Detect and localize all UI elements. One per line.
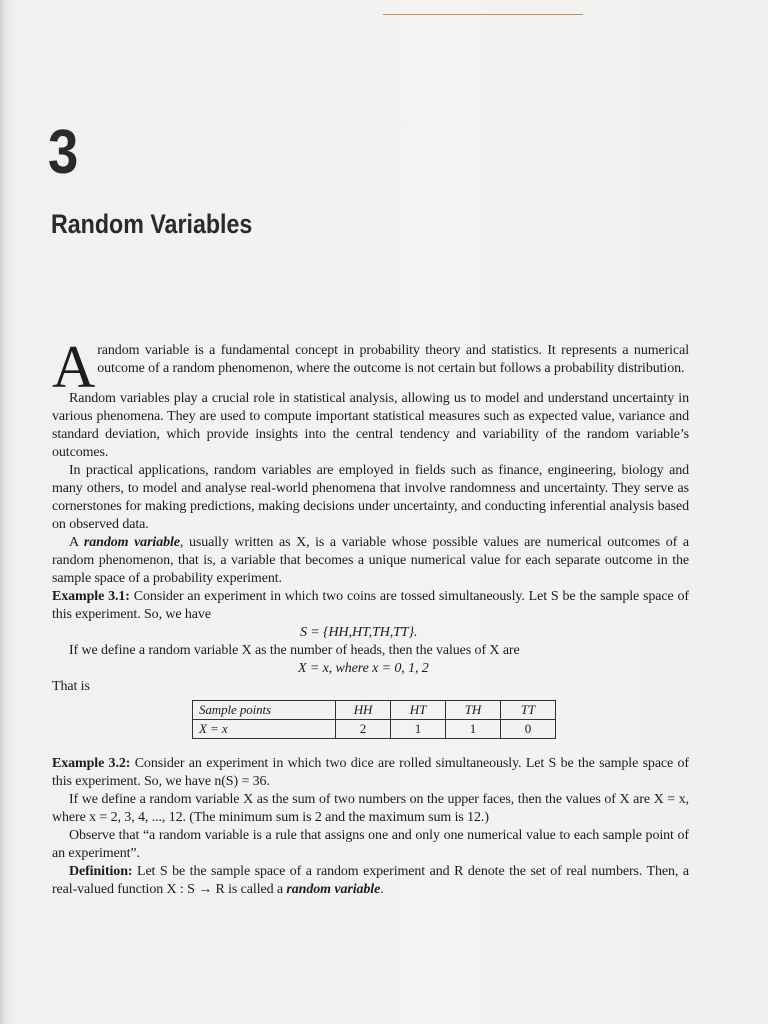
example-3-1-label: Example 3.1:	[52, 589, 130, 604]
sample-points-table-wrap	[192, 700, 689, 739]
example-3-1-followup: If we define a random variable X as the number of heads, then the values of X are	[69, 643, 520, 658]
page-gutter-shadow	[0, 0, 6, 1024]
table-cell: 1	[446, 720, 501, 739]
definition-term: random variable	[286, 882, 381, 897]
table-header-x-equals-x: X = x	[193, 720, 336, 739]
example-3-1	[52, 588, 689, 624]
table-cell: HT	[391, 701, 446, 720]
example-3-2-followup: If we define a random variable X as the sum of two numbers on the upper faces, then the values of X are X = x, where x = 2, 3, 4, ..., 12. (The minimum sum is 2 and the maximum sum is 12.)	[52, 792, 689, 825]
definition-label: Definition:	[69, 864, 133, 879]
table-cell: 1	[391, 720, 446, 739]
table-cell: 0	[501, 720, 556, 739]
example-3-2-observe: Observe that “a random variable is a rule that assigns one and only one numerical value to each sample point of an experiment”.	[52, 828, 689, 861]
equation-sample-space: S = {HH,HT,TH,TT}.	[300, 625, 418, 640]
definition	[52, 863, 689, 899]
table-cell: 2	[336, 720, 391, 739]
table-row	[193, 701, 556, 720]
table-cell: TH	[446, 701, 501, 720]
example-3-2-label: Example 3.2:	[52, 756, 131, 771]
intro-paragraph-1	[52, 334, 689, 400]
chapter-number: 3	[48, 118, 79, 187]
example-3-2-text: Consider an experiment in which two dice are rolled simultaneously. Let S be the sample space of this experiment. So, we have n(S) = 36.	[52, 756, 689, 789]
example-3-1-text: Consider an experiment in which two coins are tossed simultaneously. Let S be the sample space of this experiment. So, we have	[52, 589, 689, 622]
term-random-variable: random variable	[83, 535, 180, 550]
table-row	[193, 720, 556, 739]
definition-text: Let S be the sample space of a random experiment and R denote the set of real numbers. Then, a real-valued function X : S → R is called a	[52, 864, 689, 897]
header-rule	[383, 14, 583, 15]
definition-end: .	[380, 882, 384, 897]
sample-points-table	[192, 700, 556, 739]
that-is-label: That is	[52, 679, 90, 694]
drop-cap: A	[52, 334, 96, 400]
intro-paragraph-1-text: random variable is a fundamental concept in probability theory and statistics. It represents a numerical outcome of a random phenomenon, where the outcome is not certain but follows a probability distribution.	[97, 343, 689, 376]
equation-values: X = x, where x = 0, 1, 2	[298, 661, 429, 676]
table-cell: HH	[336, 701, 391, 720]
chapter-body	[52, 334, 689, 899]
table-header-sample-points: Sample points	[193, 701, 336, 720]
intro-paragraph-4	[52, 534, 689, 588]
para4-text: , usually written as X, is a variable whose possible values are numerical outcomes of a random phenomenon, that is, a variable that becomes a unique numerical value for each separate outcome in the sample space of a probability experiment.	[52, 535, 689, 586]
intro-paragraph-3: In practical applications, random variables are employed in fields such as finance, engineering, biology and many others, to model and analyse real-world phenomena that involve randomness and uncertainty. They serve as cornerstones for making predictions, making decisions under uncertainty, and conducting inferential analysis based on observed data.	[52, 463, 689, 532]
para4-lead: A	[69, 535, 84, 550]
table-cell: TT	[501, 701, 556, 720]
example-3-2	[52, 755, 689, 791]
chapter-title: Random Variables	[51, 209, 253, 239]
intro-paragraph-2: Random variables play a crucial role in statistical analysis, allowing us to model and understand uncertainty in various phenomena. They are used to compute important statistical measures such as expected value, variance and standard deviation, which provide insights into the central tendency and variability of the random variable’s outcomes.	[52, 391, 689, 460]
